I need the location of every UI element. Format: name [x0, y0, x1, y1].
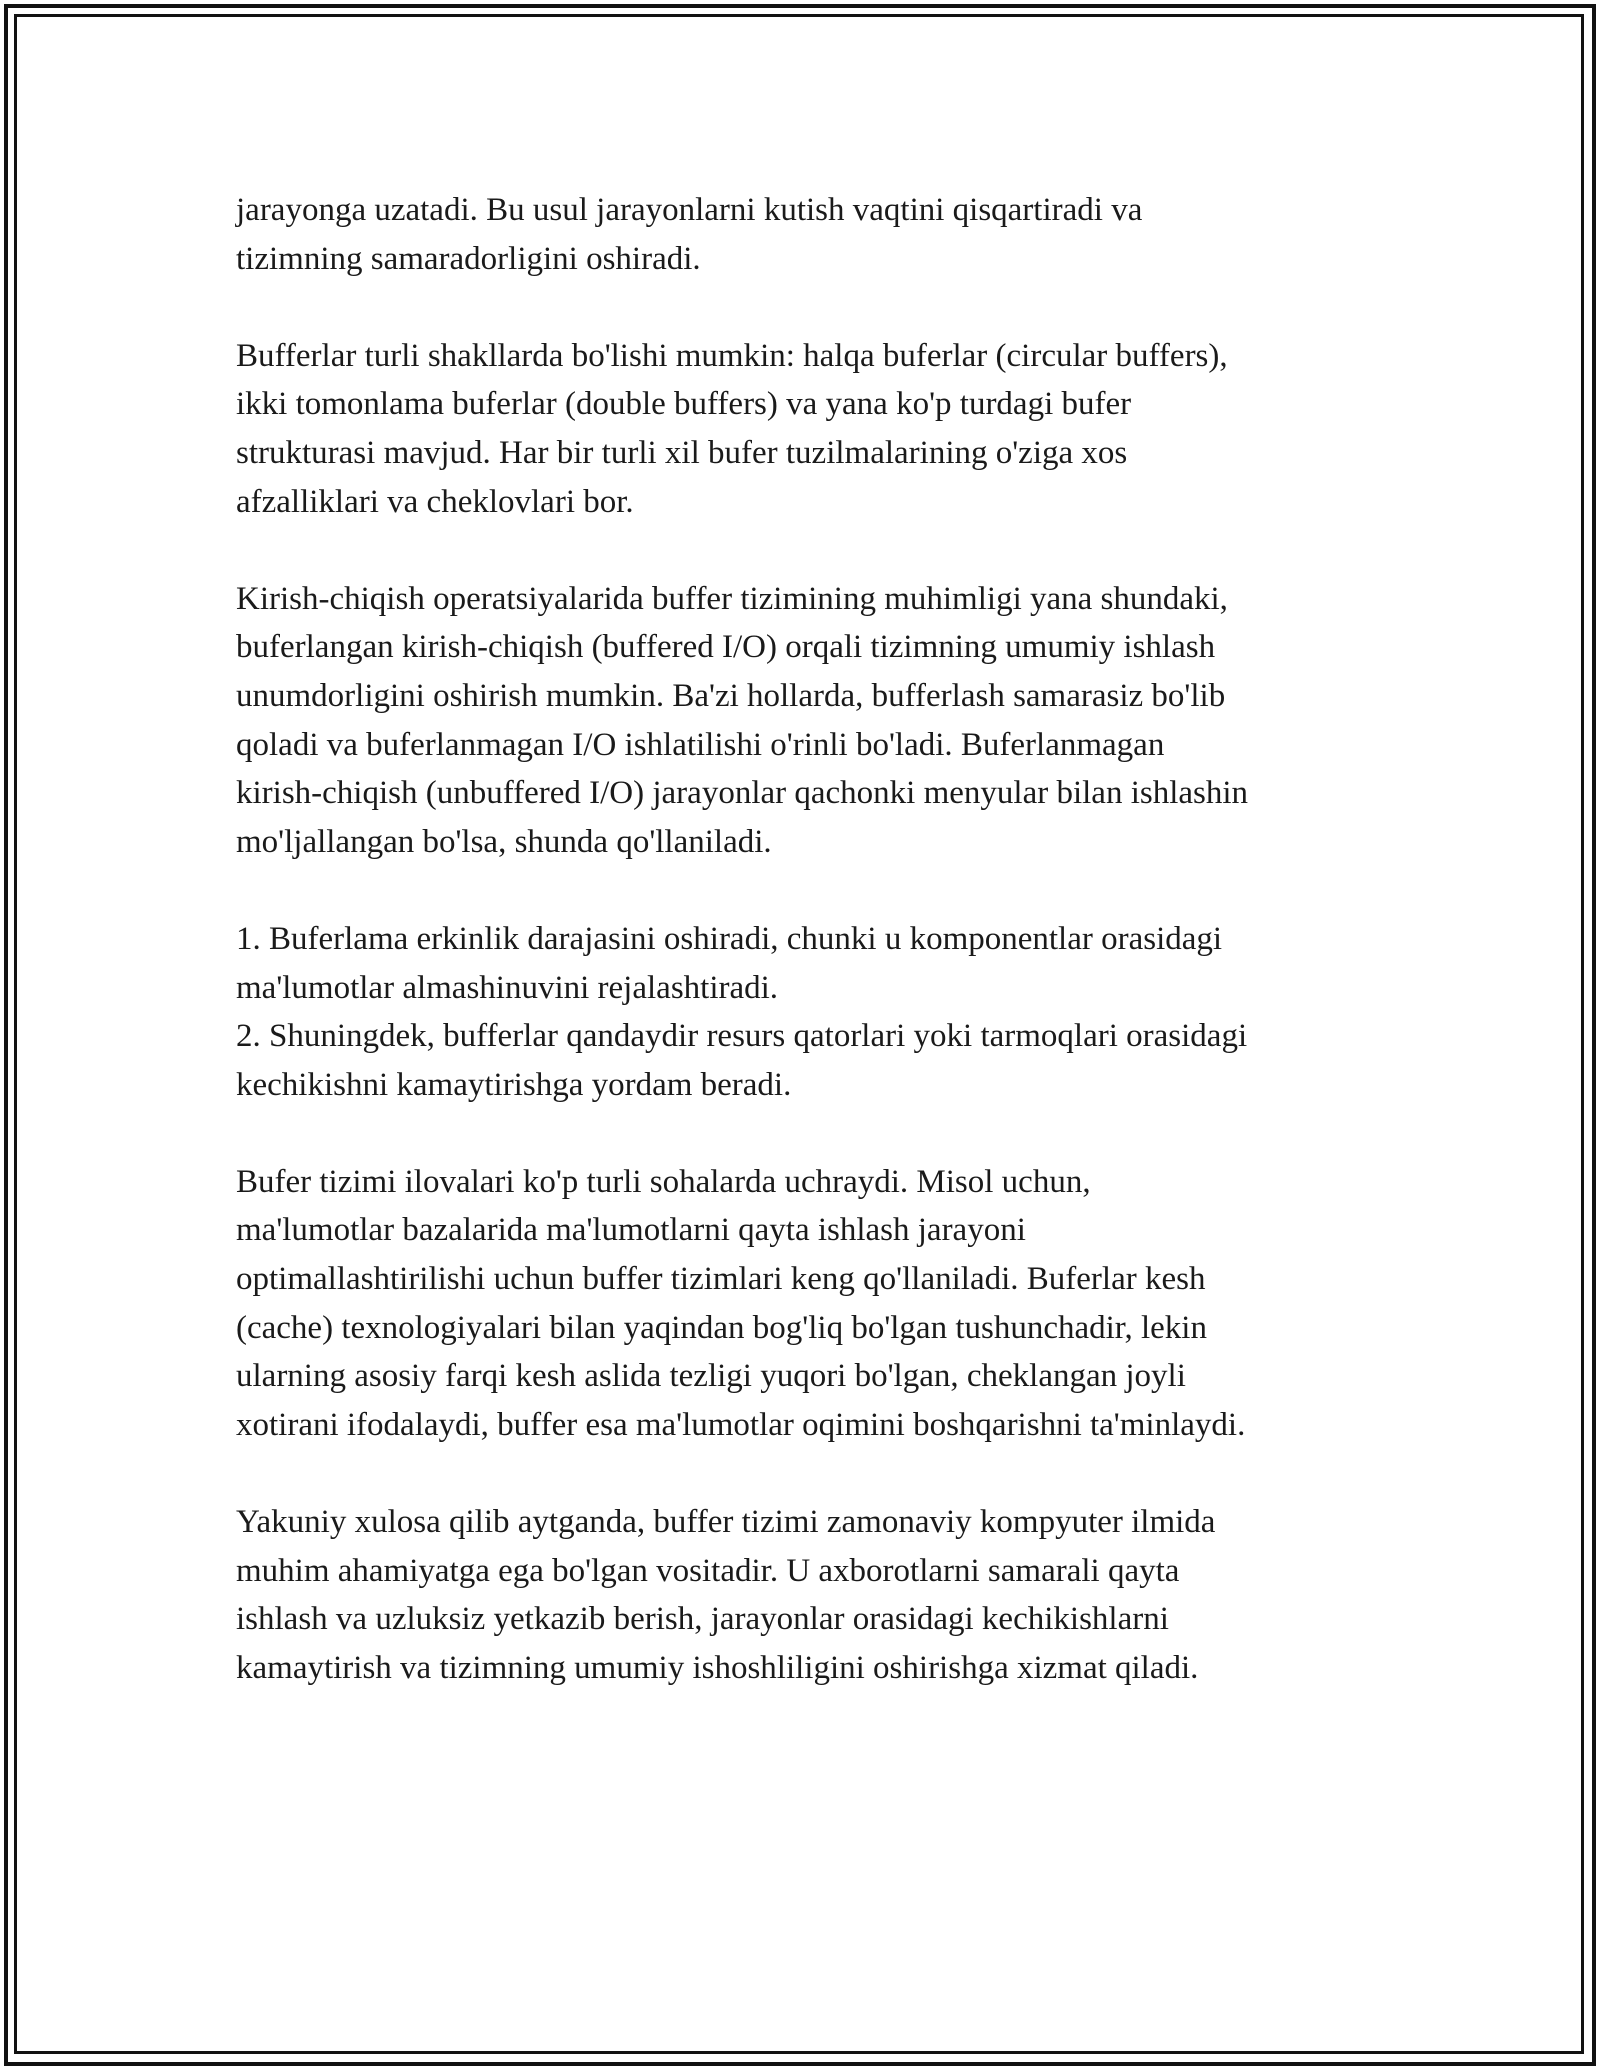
text-line: xotirani ifodalaydi, buffer esa ma'lumotlar oqimini boshqarishni ta'minlaydi. [236, 1406, 1246, 1443]
text-line: buferlangan kirish-chiqish (buffered I/O) orqali tizimning umumiy ishlash [236, 629, 1216, 666]
numbered-list [236, 915, 1376, 1109]
text-line: kamaytirish va tizimning umumiy ishoshliligini oshirishga xizmat qiladi. [236, 1649, 1199, 1686]
text-line: ularning asosiy farqi kesh aslida tezligi yuqori bo'lgan, cheklangan joyli [236, 1358, 1186, 1395]
text-line: (cache) texnologiyalari bilan yaqindan bog'liq bo'lgan tushunchadir, lekin [236, 1309, 1207, 1346]
paragraph-io-operations [236, 575, 1376, 867]
text-line: qoladi va buferlanmagan I/O ishlatilishi o'rinli bo'ladi. Buferlanmagan [236, 726, 1165, 763]
list-item [236, 1012, 1376, 1109]
text-line: strukturasi mavjud. Har bir turli xil bufer tuzilmalarining o'ziga xos [236, 434, 1128, 471]
text-line: Bufer tizimi ilovalari ko'p turli sohalarda uchraydi. Misol uchun, [236, 1163, 1091, 1200]
paragraph-intro-continuation [236, 186, 1376, 283]
text-line: Yakuniy xulosa qilib aytganda, buffer tizimi zamonaviy kompyuter ilmida [236, 1504, 1216, 1541]
text-line: kechikishni kamaytirishga yordam beradi. [236, 1066, 792, 1103]
text-line: muhim ahamiyatga ega bo'lgan vositadir. U axborotlarni samarali qayta [236, 1552, 1180, 1589]
text-line: Bufferlar turli shakllarda bo'lishi mumkin: halqa buferlar (circular buffers), [236, 337, 1228, 374]
text-line: ishlash va uzluksiz yetkazib berish, jarayonlar orasidagi kechikishlarni [236, 1601, 1169, 1638]
text-line: tizimning samaradorligini oshiradi. [236, 240, 701, 277]
paragraph-conclusion [236, 1498, 1376, 1692]
text-line: ikki tomonlama buferlar (double buffers) va yana ko'p turdagi bufer [236, 386, 1132, 423]
document-body [236, 186, 1376, 1741]
paragraph-buffer-types [236, 332, 1376, 526]
text-line: kirish-chiqish (unbuffered I/O) jarayonlar qachonki menyular bilan ishlashin [236, 775, 1249, 812]
text-line: Kirish-chiqish operatsiyalarida buffer tizimining muhimligi yana shundaki, [236, 580, 1228, 617]
text-line: 1. Buferlama erkinlik darajasini oshiradi, chunki u komponentlar orasidagi [236, 920, 1223, 957]
text-line: afzalliklari va cheklovlari bor. [236, 483, 634, 520]
list-item [236, 915, 1376, 1012]
text-line: ma'lumotlar almashinuvini rejalashtiradi. [236, 969, 779, 1006]
text-line: ma'lumotlar bazalarida ma'lumotlarni qayta ishlash jarayoni [236, 1212, 1026, 1249]
text-line: unumdorligini oshirish mumkin. Ba'zi hollarda, bufferlash samarasiz bo'lib [236, 677, 1226, 714]
text-line: mo'ljallangan bo'lsa, shunda qo'llaniladi. [236, 823, 772, 860]
paragraph-applications [236, 1158, 1376, 1450]
text-line: jarayonga uzatadi. Bu usul jarayonlarni kutish vaqtini qisqartiradi va [236, 192, 1143, 228]
text-line: 2. Shuningdek, bufferlar qandaydir resurs qatorlari yoki tarmoqlari orasidagi [236, 1018, 1248, 1055]
text-line: optimallashtirilishi uchun buffer tizimlari keng qo'llaniladi. Buferlar kesh [236, 1261, 1206, 1298]
